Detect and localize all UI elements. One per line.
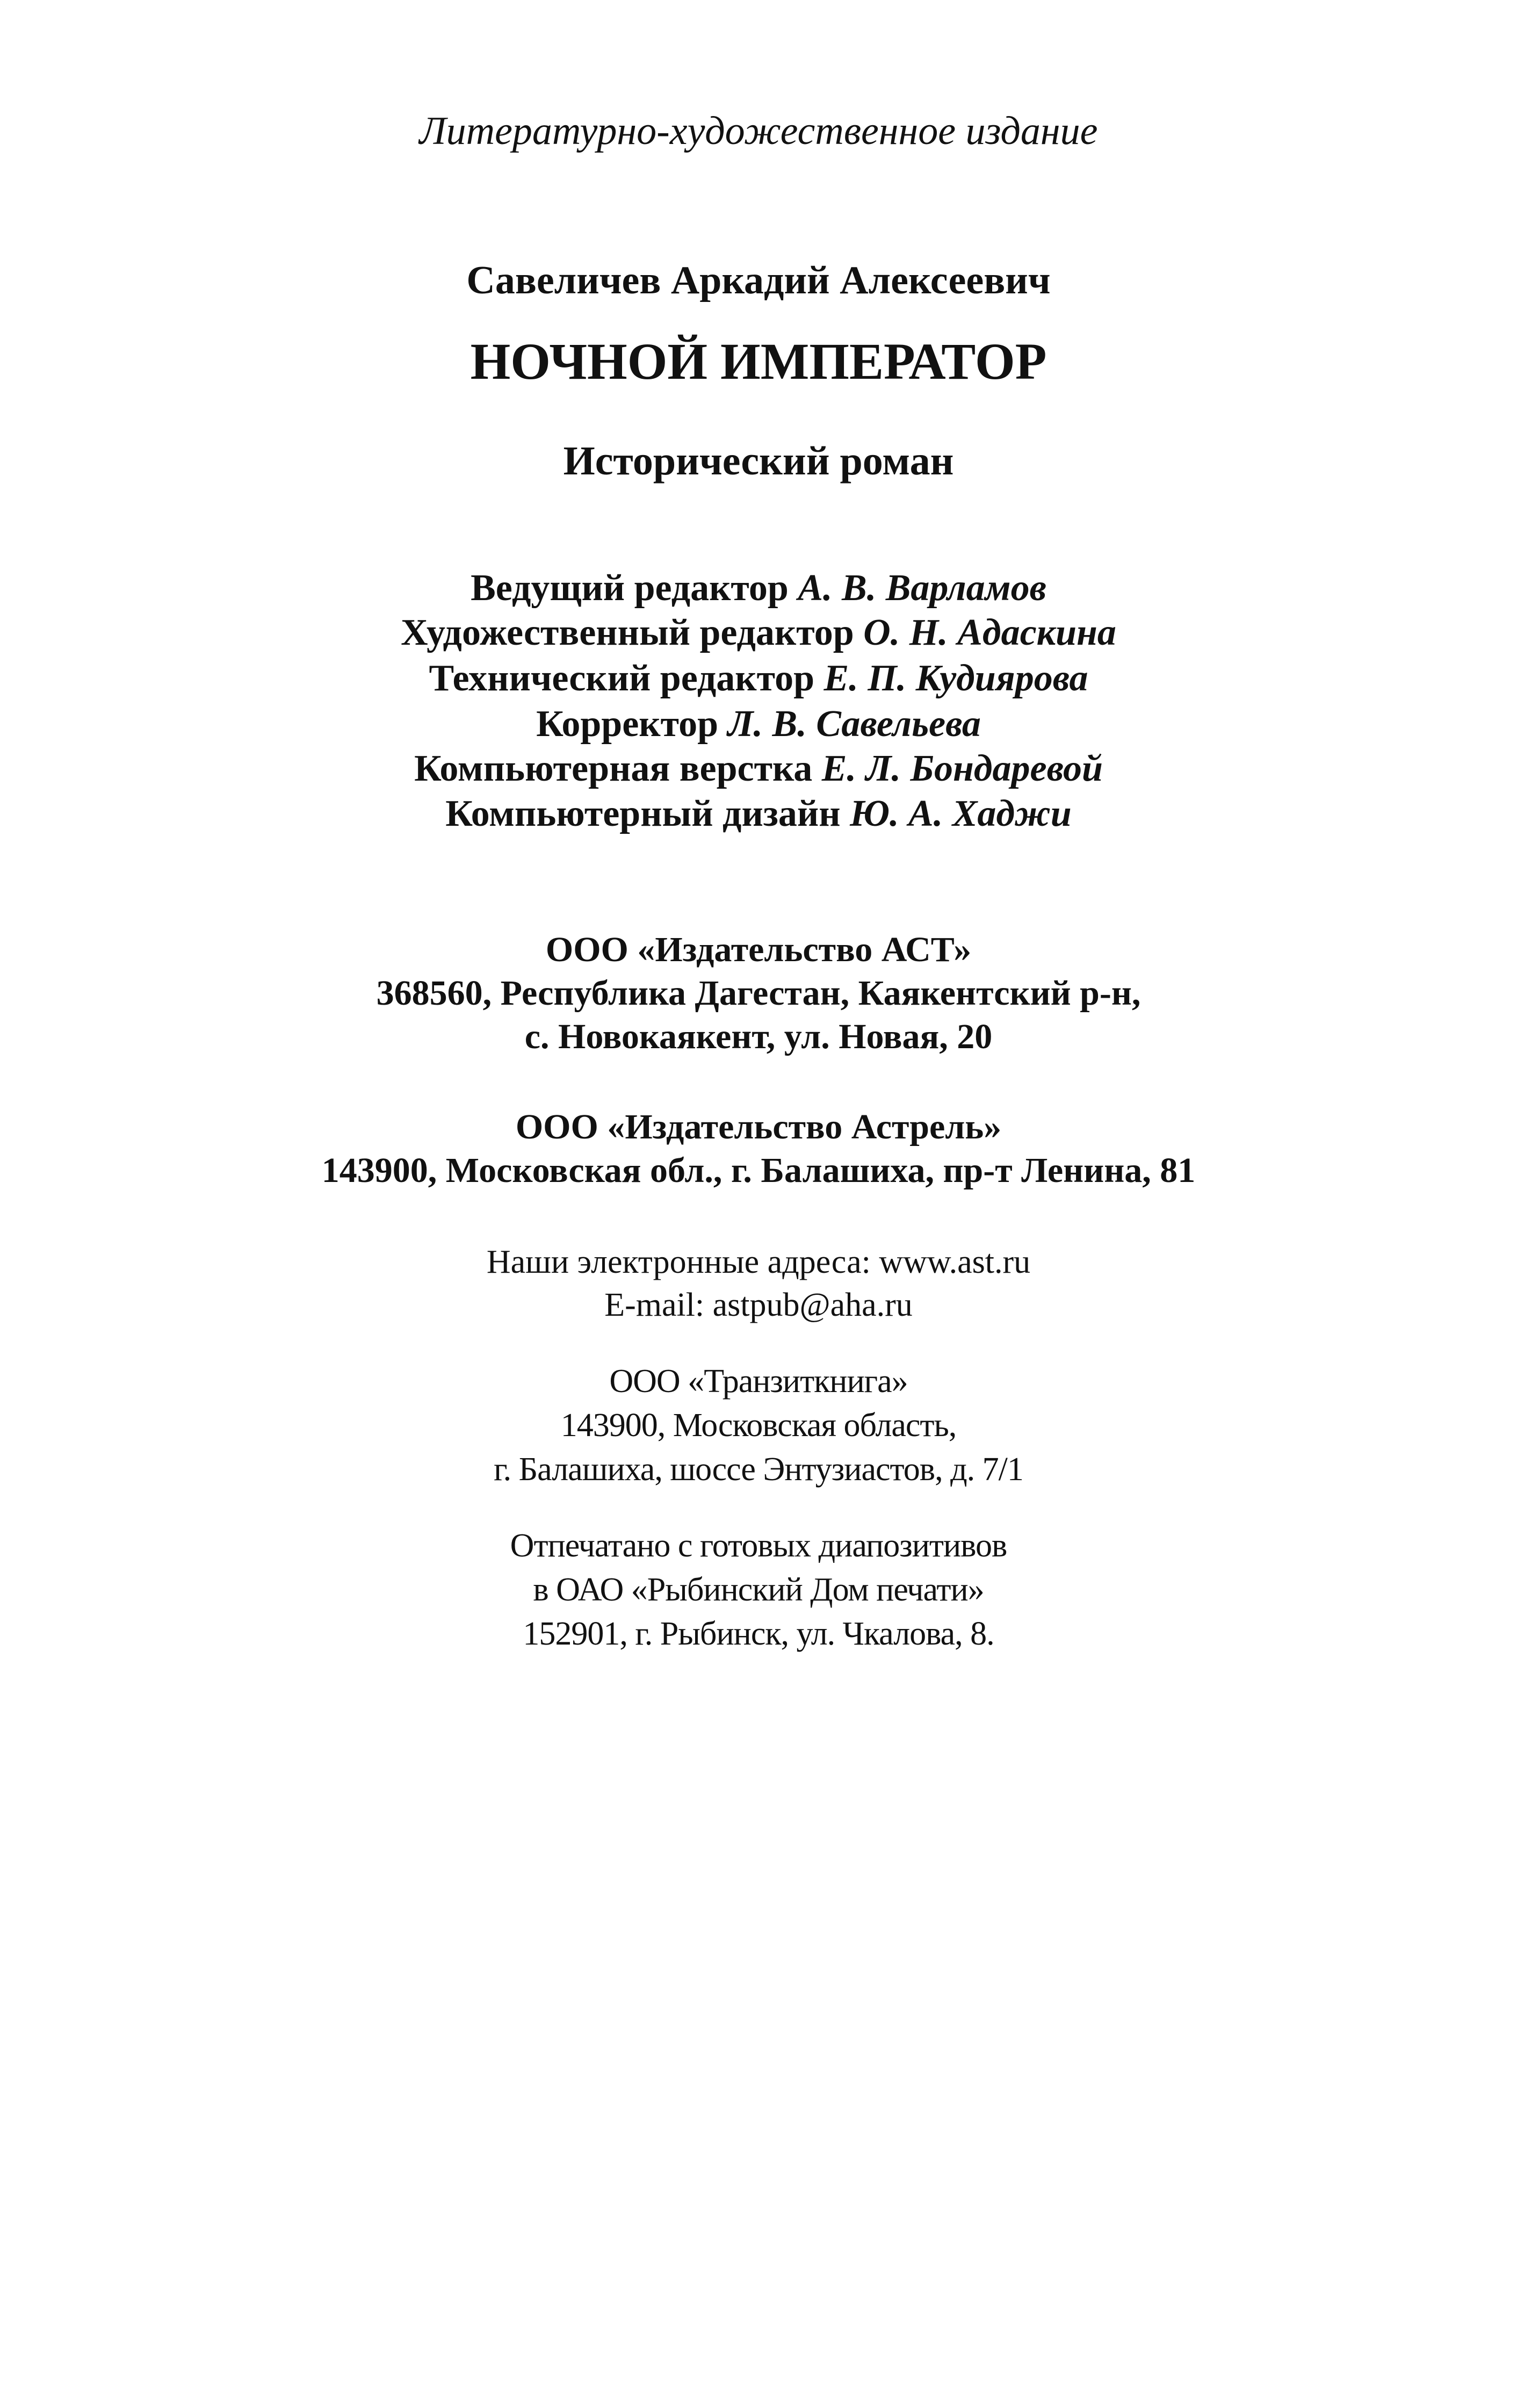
- staff-role: Технический редактор: [429, 658, 815, 699]
- printer-line3: 152901, г. Рыбинск, ул. Чкалова, 8.: [523, 1616, 994, 1652]
- staff-role: Художественный редактор: [401, 612, 854, 653]
- staff-role: Корректор: [536, 703, 719, 745]
- book-author: Савеличев Аркадий Алексеевич: [466, 258, 1051, 302]
- distributor-address-line2: г. Балашиха, шоссе Энтузиастов, д. 7/1: [494, 1451, 1023, 1488]
- distributor-name: ООО «Транзиткнига»: [609, 1363, 908, 1400]
- staff-line-art-editor: [0, 614, 1517, 652]
- book-title: НОЧНОЙ ИМПЕРАТОР: [470, 333, 1047, 390]
- staff-role: Компьютерная верстка: [414, 748, 813, 789]
- printer-line2: в ОАО «Рыбинский Дом печати»: [533, 1571, 984, 1608]
- publisher2-name: ООО «Издательство Астрель»: [515, 1107, 1002, 1147]
- series-note: Литературно-художественное издание: [419, 109, 1098, 153]
- staff-name: Е. П. Кудиярова: [823, 658, 1088, 699]
- staff-name: О. Н. Адаскина: [863, 612, 1116, 653]
- staff-name: Е. Л. Бондаревой: [821, 748, 1103, 789]
- publisher1-name: ООО «Издательство АСТ»: [545, 930, 972, 969]
- staff-line-lead-editor: [0, 569, 1517, 607]
- contacts-web: Наши электронные адреса: www.ast.ru: [486, 1244, 1031, 1280]
- printer-line1: Отпечатано с готовых диапозитивов: [510, 1527, 1007, 1564]
- publisher2-address-line1: 143900, Московская обл., г. Балашиха, пр-т Ленина, 81: [321, 1151, 1196, 1190]
- contacts-email: E-mail: astpub@aha.ru: [604, 1287, 913, 1323]
- staff-line-design: [0, 795, 1517, 833]
- staff-name: Л. В. Савельева: [727, 703, 981, 745]
- staff-role: Ведущий редактор: [471, 567, 789, 609]
- staff-line-tech-editor: [0, 660, 1517, 697]
- staff-role: Компьютерный дизайн: [445, 793, 841, 834]
- publisher1-address-line1: 368560, Республика Дагестан, Каякентский р-н,: [376, 974, 1141, 1013]
- book-genre: Исторический роман: [563, 438, 954, 484]
- staff-name: А. В. Варламов: [798, 567, 1046, 609]
- publisher1-address-line2: с. Новокаякент, ул. Новая, 20: [524, 1017, 993, 1056]
- staff-line-layout: [0, 750, 1517, 788]
- distributor-address-line1: 143900, Московская область,: [560, 1407, 957, 1444]
- staff-line-proofreader: [0, 705, 1517, 743]
- staff-name: Ю. А. Хаджи: [850, 793, 1072, 834]
